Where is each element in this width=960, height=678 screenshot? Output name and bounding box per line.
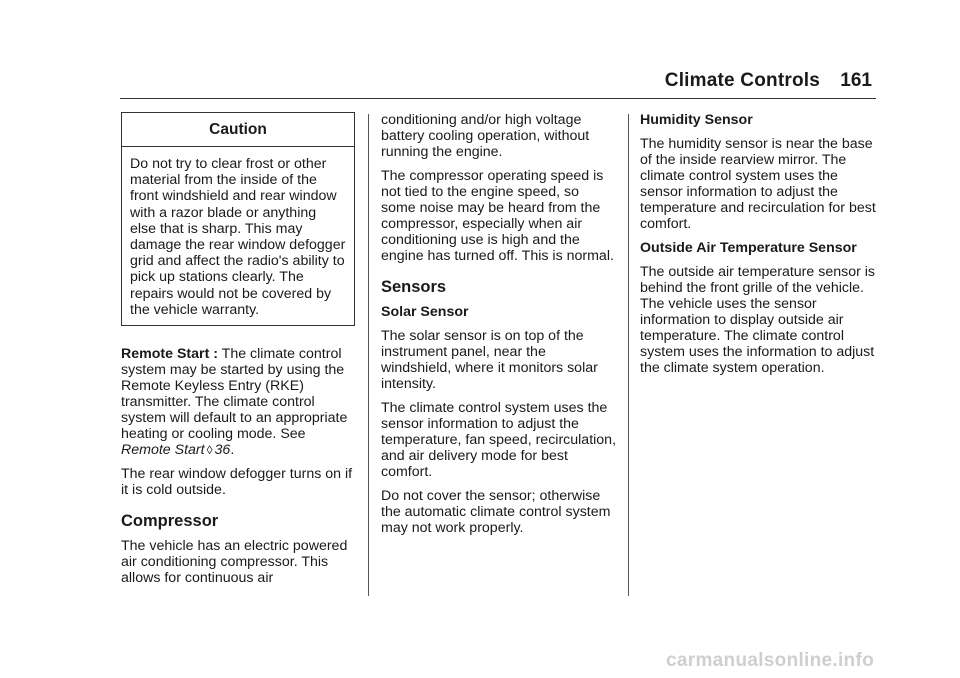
remote-start-page-ref[interactable]: 36 (214, 442, 231, 459)
humidity-sensor-paragraph: The humidity sensor is near the base of the inside rearview mirror. The climate control system uses the sensor information to adjust the temperature and recirculation for best comfort. (640, 136, 876, 232)
do-not-cover-paragraph: Do not cover the sensor; otherwise the automatic climate control system may not work properly. (381, 488, 611, 536)
column-divider-1 (368, 114, 369, 596)
column-3 (640, 112, 878, 384)
sensors-heading: Sensors (381, 278, 447, 296)
outside-air-sensor-paragraph: The outside air temperature sensor is behind the front grille of the vehicle. The vehicle uses the sensor information to display outside air temperature. The climate control system uses the information to adjust the climate system operation. (640, 264, 875, 376)
remote-start-paragraph: Remote Start : The climate control system may be started by using the Remote Keyless Entry (RKE) transmitter. The climate control system will default to an appropriate heating or cooling mode. See Remote Start ◊ 36. (121, 346, 348, 459)
solar-sensor-paragraph: The solar sensor is on top of the instrument panel, near the windshield, where it monitors solar intensity. (381, 328, 598, 392)
column-divider-2 (628, 114, 629, 596)
humidity-sensor-heading: Humidity Sensor (640, 112, 753, 128)
caution-title: Caution (122, 113, 354, 147)
remote-start-label: Remote Start : (121, 346, 218, 363)
watermark: carmanualsonline.info (666, 650, 874, 671)
page-number: 161 (840, 70, 872, 91)
column-2 (381, 112, 617, 544)
caution-body: Do not try to clear frost or other material from the inside of the front windshield and rear window with a razor blade or anything else that is sharp. This may damage the rear window defogger grid and affect the radio's ability to pick up stations clearly. The repairs would not be covered by the vehicle warranty. (130, 156, 346, 318)
compressor-continued-paragraph: conditioning and/or high voltage battery cooling operation, without running the engine. (381, 112, 590, 160)
section-title: Climate Controls (664, 70, 820, 91)
climate-uses-paragraph: The climate control system uses the sensor information to adjust the temperature, fan speed, recirculation, and air delivery mode for best comfort. (381, 400, 617, 480)
outside-air-sensor-heading: Outside Air Temperature Sensor (640, 240, 857, 256)
remote-start-link[interactable]: Remote Start (121, 442, 205, 459)
page-reference-icon: ◊ (206, 443, 213, 458)
solar-sensor-heading: Solar Sensor (381, 304, 469, 320)
remote-start-text: The climate control system may be started by using the Remote Keyless Entry (RKE) transmitter. The climate control system will default to an appropriate heating or cooling mode. See (121, 346, 348, 443)
column-1 (121, 112, 357, 594)
compressor-paragraph: The vehicle has an electric powered air conditioning compressor. This allows for continuous air (121, 538, 348, 587)
header-divider (120, 98, 876, 99)
defogger-paragraph: The rear window defogger turns on if it is cold outside. (121, 466, 353, 499)
compressor-heading: Compressor (121, 512, 219, 531)
caution-box (121, 112, 355, 326)
compressor-speed-paragraph: The compressor operating speed is not tied to the engine speed, so some noise may be heard from the compressor, especially when air conditioning use is high and the engine has turned off. This is normal. (381, 168, 614, 264)
